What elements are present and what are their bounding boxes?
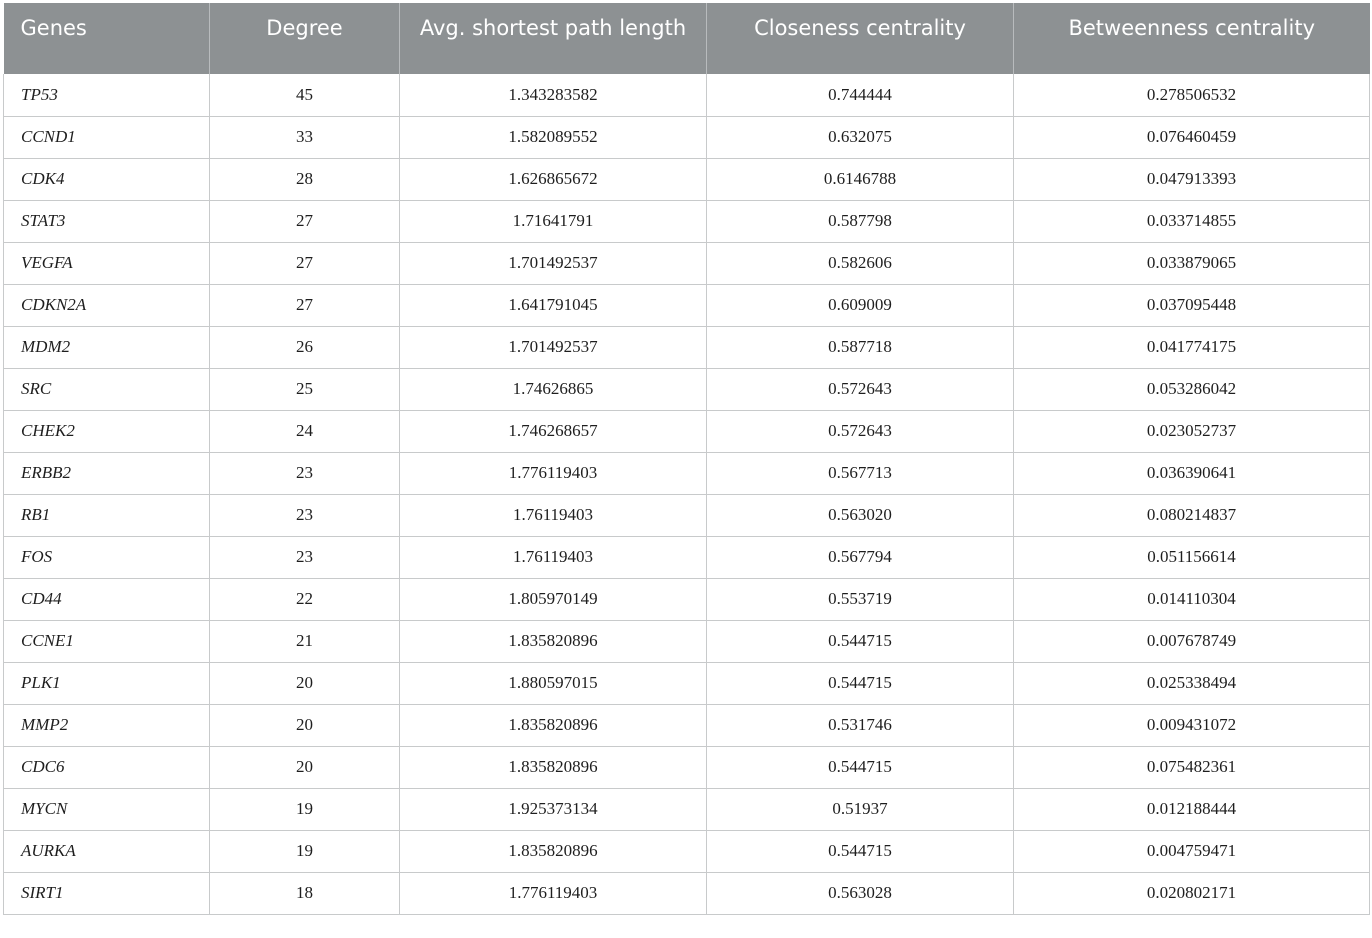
avg-path-cell: 1.776119403 — [400, 452, 707, 494]
gene-cell: AURKA — [4, 830, 210, 872]
gene-cell: SIRT1 — [4, 872, 210, 914]
gene-cell: CDKN2A — [4, 284, 210, 326]
table-row — [4, 872, 1370, 914]
betweenness-cell: 0.278506532 — [1014, 74, 1370, 116]
closeness-cell: 0.544715 — [707, 746, 1014, 788]
table-row — [4, 662, 1370, 704]
gene-cell: PLK1 — [4, 662, 210, 704]
gene-cell: CCND1 — [4, 116, 210, 158]
betweenness-cell: 0.020802171 — [1014, 872, 1370, 914]
betweenness-cell: 0.080214837 — [1014, 494, 1370, 536]
degree-cell: 27 — [210, 284, 400, 326]
gene-cell: CD44 — [4, 578, 210, 620]
table-row — [4, 410, 1370, 452]
closeness-cell: 0.6146788 — [707, 158, 1014, 200]
degree-cell: 25 — [210, 368, 400, 410]
degree-cell: 22 — [210, 578, 400, 620]
closeness-cell: 0.563028 — [707, 872, 1014, 914]
degree-cell: 27 — [210, 200, 400, 242]
table-row — [4, 368, 1370, 410]
avg-path-cell: 1.805970149 — [400, 578, 707, 620]
table-row — [4, 452, 1370, 494]
avg-path-cell: 1.74626865 — [400, 368, 707, 410]
closeness-cell: 0.582606 — [707, 242, 1014, 284]
gene-centrality-table — [3, 3, 1370, 915]
gene-cell: CCNE1 — [4, 620, 210, 662]
table-row — [4, 116, 1370, 158]
degree-cell: 23 — [210, 494, 400, 536]
avg-path-cell: 1.835820896 — [400, 830, 707, 872]
degree-cell: 28 — [210, 158, 400, 200]
gene-cell: VEGFA — [4, 242, 210, 284]
betweenness-cell: 0.053286042 — [1014, 368, 1370, 410]
betweenness-cell: 0.025338494 — [1014, 662, 1370, 704]
gene-cell: SRC — [4, 368, 210, 410]
gene-cell: MYCN — [4, 788, 210, 830]
gene-cell: ERBB2 — [4, 452, 210, 494]
avg-path-cell: 1.746268657 — [400, 410, 707, 452]
gene-cell: TP53 — [4, 74, 210, 116]
degree-cell: 26 — [210, 326, 400, 368]
degree-cell: 23 — [210, 536, 400, 578]
table-row — [4, 326, 1370, 368]
gene-cell: CDC6 — [4, 746, 210, 788]
avg-path-cell: 1.76119403 — [400, 494, 707, 536]
table-row — [4, 830, 1370, 872]
degree-cell: 23 — [210, 452, 400, 494]
header-row — [4, 3, 1370, 74]
degree-cell: 20 — [210, 704, 400, 746]
closeness-cell: 0.553719 — [707, 578, 1014, 620]
avg-path-cell: 1.641791045 — [400, 284, 707, 326]
closeness-cell: 0.531746 — [707, 704, 1014, 746]
header-avg-shortest-path: Avg. shortest path length — [400, 3, 707, 74]
betweenness-cell: 0.076460459 — [1014, 116, 1370, 158]
closeness-cell: 0.572643 — [707, 410, 1014, 452]
avg-path-cell: 1.925373134 — [400, 788, 707, 830]
table-row — [4, 746, 1370, 788]
betweenness-cell: 0.012188444 — [1014, 788, 1370, 830]
betweenness-cell: 0.007678749 — [1014, 620, 1370, 662]
header-betweenness: Betweenness centrality — [1014, 3, 1370, 74]
gene-cell: MMP2 — [4, 704, 210, 746]
table-row — [4, 200, 1370, 242]
avg-path-cell: 1.582089552 — [400, 116, 707, 158]
betweenness-cell: 0.051156614 — [1014, 536, 1370, 578]
closeness-cell: 0.544715 — [707, 830, 1014, 872]
avg-path-cell: 1.626865672 — [400, 158, 707, 200]
betweenness-cell: 0.075482361 — [1014, 746, 1370, 788]
avg-path-cell: 1.835820896 — [400, 704, 707, 746]
betweenness-cell: 0.041774175 — [1014, 326, 1370, 368]
closeness-cell: 0.587798 — [707, 200, 1014, 242]
betweenness-cell: 0.036390641 — [1014, 452, 1370, 494]
degree-cell: 33 — [210, 116, 400, 158]
closeness-cell: 0.587718 — [707, 326, 1014, 368]
table-row — [4, 494, 1370, 536]
degree-cell: 19 — [210, 788, 400, 830]
table-row — [4, 578, 1370, 620]
closeness-cell: 0.544715 — [707, 662, 1014, 704]
degree-cell: 20 — [210, 662, 400, 704]
table-row — [4, 284, 1370, 326]
betweenness-cell: 0.009431072 — [1014, 704, 1370, 746]
closeness-cell: 0.567713 — [707, 452, 1014, 494]
avg-path-cell: 1.76119403 — [400, 536, 707, 578]
degree-cell: 21 — [210, 620, 400, 662]
degree-cell: 19 — [210, 830, 400, 872]
avg-path-cell: 1.880597015 — [400, 662, 707, 704]
gene-cell: RB1 — [4, 494, 210, 536]
gene-cell: CHEK2 — [4, 410, 210, 452]
table-row — [4, 74, 1370, 116]
avg-path-cell: 1.701492537 — [400, 242, 707, 284]
closeness-cell: 0.567794 — [707, 536, 1014, 578]
gene-cell: MDM2 — [4, 326, 210, 368]
closeness-cell: 0.563020 — [707, 494, 1014, 536]
betweenness-cell: 0.033879065 — [1014, 242, 1370, 284]
gene-cell: CDK4 — [4, 158, 210, 200]
closeness-cell: 0.744444 — [707, 74, 1014, 116]
table-row — [4, 158, 1370, 200]
betweenness-cell: 0.014110304 — [1014, 578, 1370, 620]
table-row — [4, 536, 1370, 578]
closeness-cell: 0.544715 — [707, 620, 1014, 662]
degree-cell: 20 — [210, 746, 400, 788]
avg-path-cell: 1.71641791 — [400, 200, 707, 242]
betweenness-cell: 0.023052737 — [1014, 410, 1370, 452]
header-closeness: Closeness centrality — [707, 3, 1014, 74]
table-row — [4, 788, 1370, 830]
avg-path-cell: 1.776119403 — [400, 872, 707, 914]
avg-path-cell: 1.701492537 — [400, 326, 707, 368]
degree-cell: 24 — [210, 410, 400, 452]
betweenness-cell: 0.047913393 — [1014, 158, 1370, 200]
degree-cell: 18 — [210, 872, 400, 914]
table-row — [4, 242, 1370, 284]
closeness-cell: 0.51937 — [707, 788, 1014, 830]
header-degree: Degree — [210, 3, 400, 74]
betweenness-cell: 0.004759471 — [1014, 830, 1370, 872]
table-row — [4, 620, 1370, 662]
degree-cell: 27 — [210, 242, 400, 284]
gene-cell: STAT3 — [4, 200, 210, 242]
closeness-cell: 0.609009 — [707, 284, 1014, 326]
table-row — [4, 704, 1370, 746]
betweenness-cell: 0.037095448 — [1014, 284, 1370, 326]
avg-path-cell: 1.835820896 — [400, 746, 707, 788]
gene-cell: FOS — [4, 536, 210, 578]
avg-path-cell: 1.835820896 — [400, 620, 707, 662]
header-genes: Genes — [4, 3, 210, 74]
degree-cell: 45 — [210, 74, 400, 116]
closeness-cell: 0.572643 — [707, 368, 1014, 410]
avg-path-cell: 1.343283582 — [400, 74, 707, 116]
betweenness-cell: 0.033714855 — [1014, 200, 1370, 242]
closeness-cell: 0.632075 — [707, 116, 1014, 158]
